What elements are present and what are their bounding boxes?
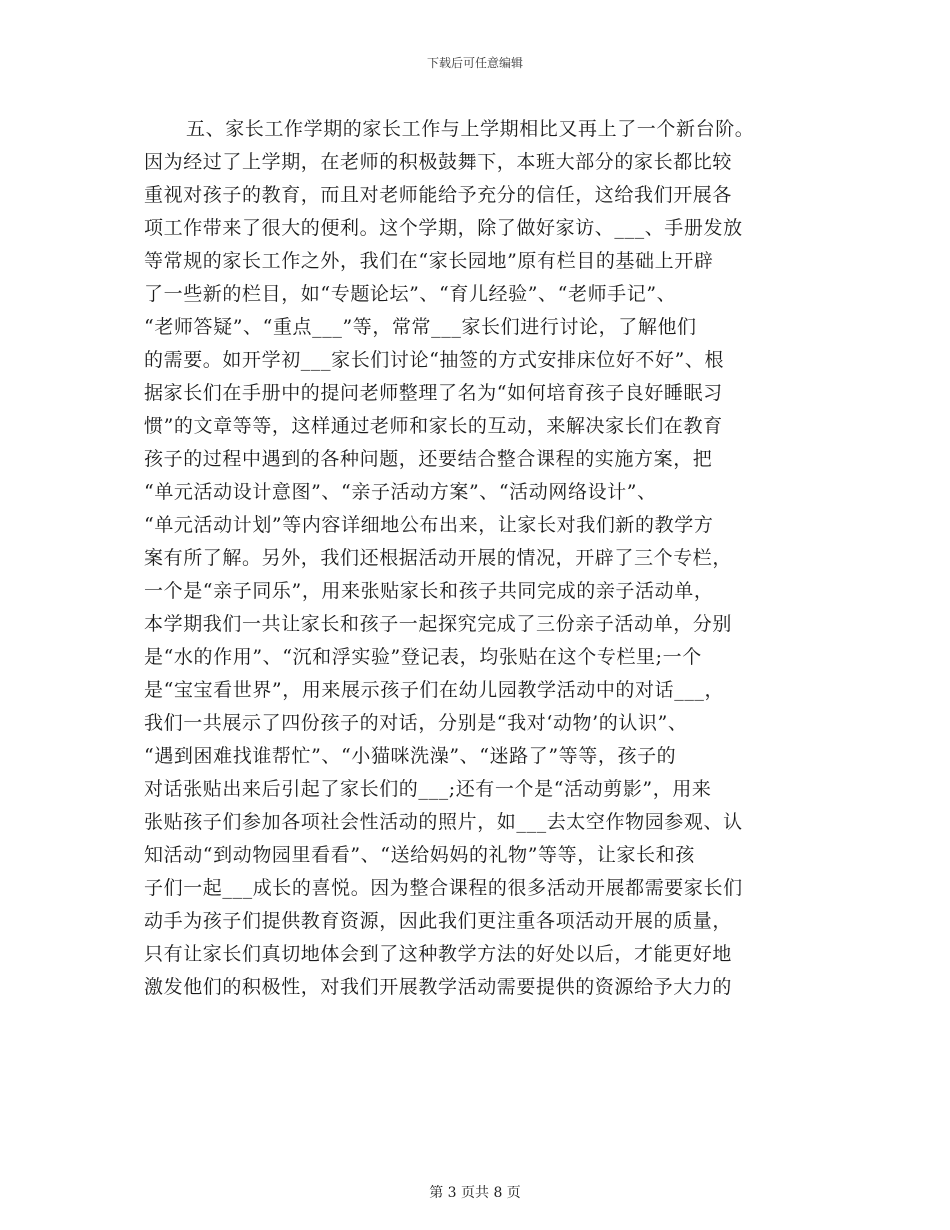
document-body <box>144 113 824 1004</box>
paragraph-line: 案有所了解。另外，我们还根据活动开展的情况，开辟了三个专栏， <box>144 547 733 569</box>
paragraph-line: 是“宝宝看世界”，用来展示孩子们在幼儿园教学活动中的对话___， <box>144 679 725 701</box>
paragraph-line: 因为经过了上学期，在老师的积极鼓舞下，本班大部分的家长都比较 <box>144 151 733 173</box>
paragraph-line: 重视对孩子的教育，而且对老师能给予充分的信任，这给我们开展各 <box>144 184 733 206</box>
paragraph-line: “单元活动计划”等内容详细地公布出来，让家长对我们新的教学方 <box>144 514 714 536</box>
paragraph-line: 是“水的作用”、“沉和浮实验”登记表，均张贴在这个专栏里;一个 <box>144 646 702 668</box>
paragraph-line: 五、家长工作学期的家长工作与上学期相比又再上了一个新台阶。 <box>186 118 755 140</box>
paragraph-line: 的需要。如开学初___家长们讨论“抽签的方式安排床位好不好”、根 <box>144 349 725 371</box>
paragraph-line: 惯”的文章等等，这样通过老师和家长的互动，来解决家长们在教育 <box>144 415 723 437</box>
paragraph-line: 了一些新的栏目，如“专题论坛”、“育儿经验”、“老师手记”、 <box>144 283 677 305</box>
paragraph-line: 本学期我们一共让家长和孩子一起探究完成了三份亲子活动单，分别 <box>144 613 733 635</box>
paragraph-line: 张贴孩子们参加各项社会性活动的照片，如___去太空作物园参观、认 <box>144 811 743 833</box>
paragraph-line: 据家长们在手册中的提问老师整理了名为“如何培育孩子良好睡眠习 <box>144 382 723 404</box>
paragraph-line: “遇到困难找谁帮忙”、“小猫咪洗澡”、“迷路了”等等，孩子的 <box>144 745 677 767</box>
paragraph-line: 孩子的过程中遇到的各种问题，还要结合整合课程的实施方案，把 <box>144 448 713 470</box>
paragraph-line: 等常规的家长工作之外，我们在“家长园地”原有栏目的基础上开辟 <box>144 250 714 272</box>
page-number: 第 3 页共 8 页 <box>429 1185 521 1201</box>
paragraph-line: “单元活动设计意图”、“亲子活动方案”、“活动网络设计”、 <box>144 481 657 503</box>
paragraph-line: 动手为孩子们提供教育资源，因此我们更注重各项活动开展的质量， <box>144 910 733 932</box>
page-header: 下载后可任意编辑 <box>426 56 523 70</box>
paragraph-line: 项工作带来了很大的便利。这个学期，除了做好家访、___、手册发放 <box>144 217 743 239</box>
paragraph-line: 我们一共展示了四份孩子的对话，分别是“我对‘动物’的认识”、 <box>144 712 688 734</box>
paragraph-line: 激发他们的积极性，对我们开展教学活动需要提供的资源给予大力的 <box>144 976 733 998</box>
paragraph-line: 只有让家长们真切地体会到了这种教学方法的好处以后，才能更好地 <box>144 943 733 965</box>
paragraph-line: 知活动“到动物园里看看”、“送给妈妈的礼物”等等，让家长和孩 <box>144 844 695 866</box>
paragraph-line: 一个是“亲子同乐”，用来张贴家长和孩子共同完成的亲子活动单， <box>144 580 714 602</box>
paragraph-line: 对话张贴出来后引起了家长们的___;还有一个是“活动剪影”，用来 <box>144 778 712 800</box>
paragraph-line: 子们一起___成长的喜悦。因为整合课程的很多活动开展都需要家长们 <box>144 877 743 899</box>
paragraph-line: “老师答疑”、“重点___”等，常常___家长们进行讨论，了解他们 <box>144 316 697 338</box>
